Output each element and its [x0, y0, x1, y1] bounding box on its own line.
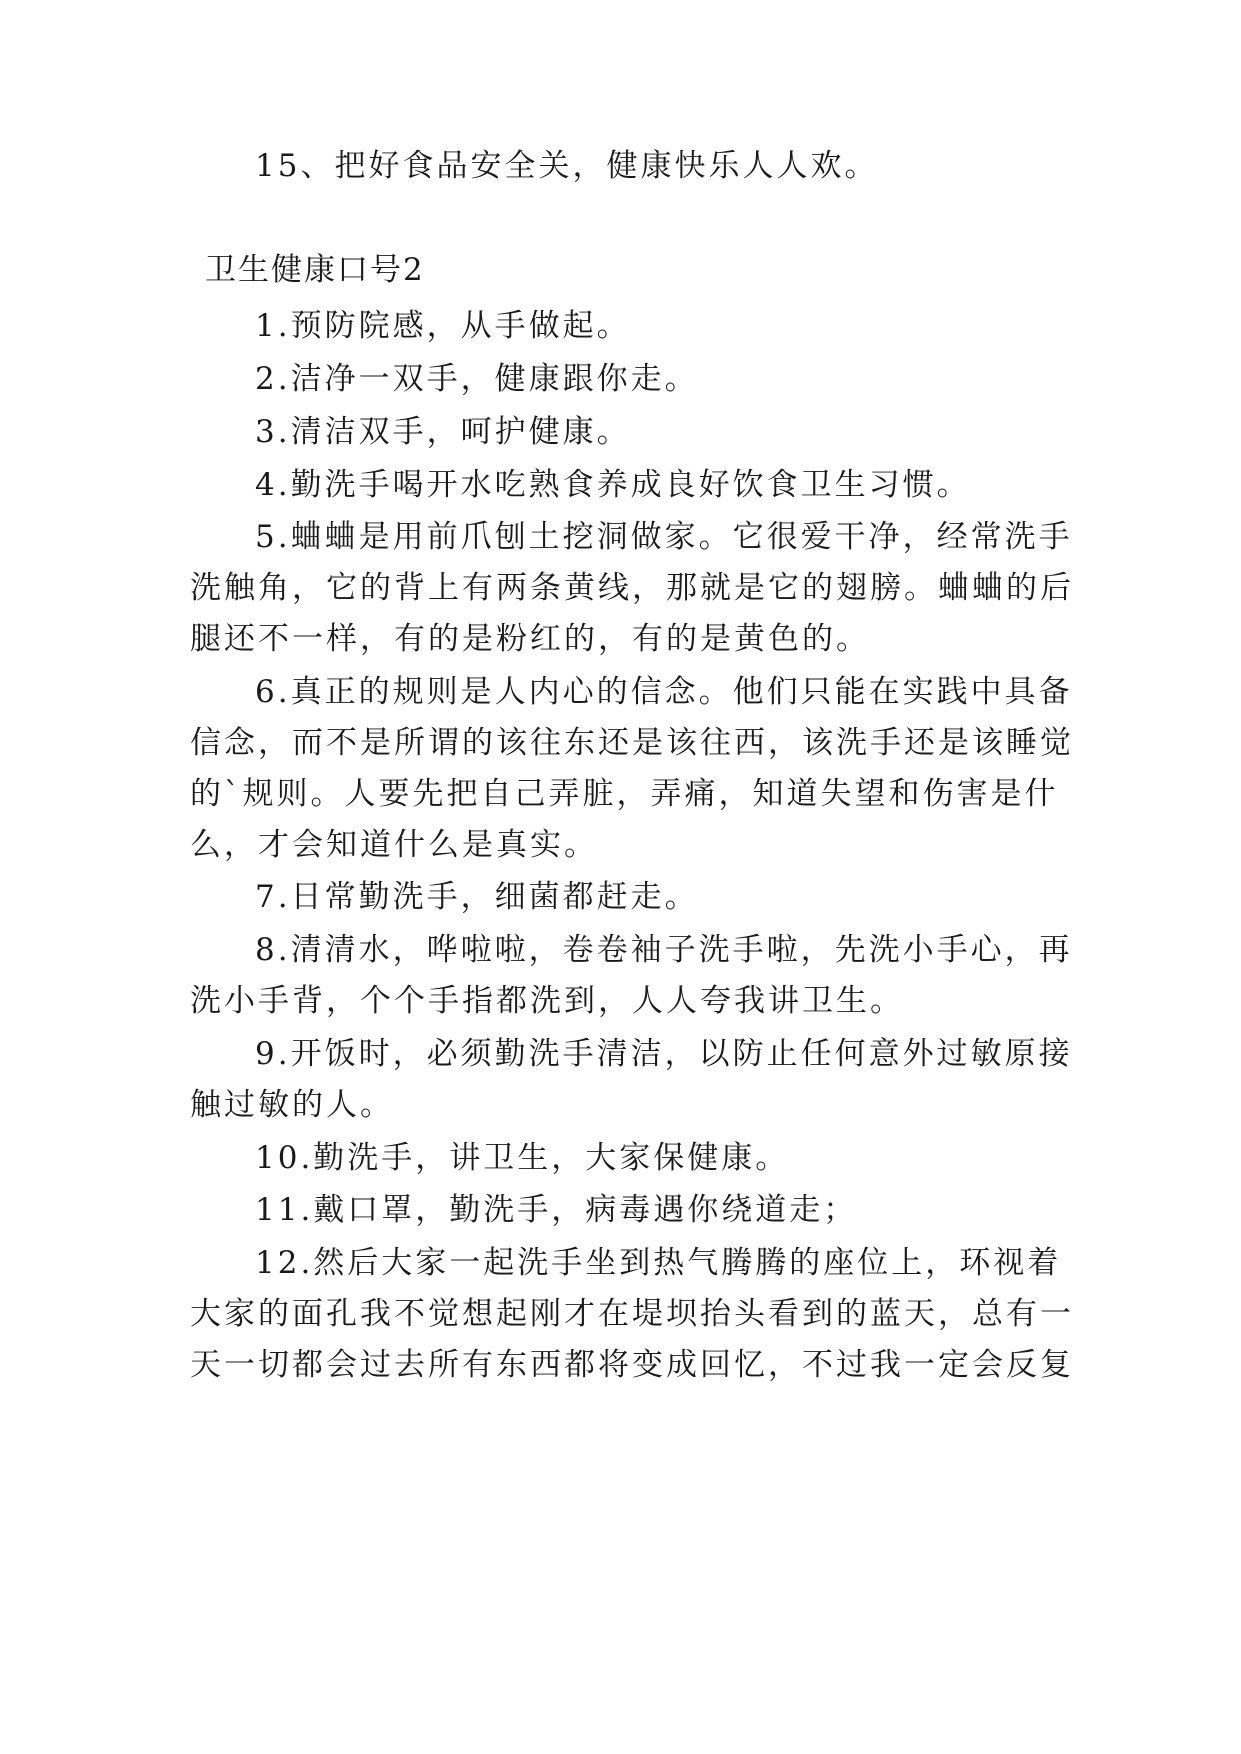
slogan-12-line-3: 天一切都会过去所有东西都将变成回忆，不过我一定会反复 — [190, 1347, 1074, 1383]
slogan-10: 10.勤洗手，讲卫生，大家保健康。 — [255, 1140, 790, 1176]
slogan-6-line-2: 信念，而不是所谓的该往东还是该往西，该洗手还是该睡觉 — [190, 725, 1074, 761]
slogan-9-line-2: 触过敏的人。 — [190, 1087, 394, 1123]
slogan-8-line-1: 8.清清水，哗啦啦，卷卷袖子洗手啦，先洗小手心，再 — [255, 932, 1073, 968]
slogan-7: 7.日常勤洗手，细菌都赶走。 — [255, 879, 699, 915]
slogan-5-line-1: 5.蛐蛐是用前爪刨土挖洞做家。它很爱干净，经常洗手 — [255, 519, 1073, 555]
slogan-6-line-3: 的`规则。人要先把自己弄脏，弄痛，知道失望和伤害是什 — [190, 776, 1059, 812]
slogan-6-line-1: 6.真正的规则是人内心的信念。他们只能在实践中具备 — [255, 674, 1073, 710]
slogan-1: 1.预防院感，从手做起。 — [255, 308, 631, 344]
slogan-6-line-4: 么，才会知道什么是真实。 — [190, 827, 598, 863]
slogan-12-line-1: 12.然后大家一起洗手坐到热气腾腾的座位上，环视着 — [255, 1245, 1062, 1281]
slogan-5-line-2: 洗触角，它的背上有两条黄线，那就是它的翅膀。蛐蛐的后 — [190, 570, 1074, 606]
slogan-2: 2.洁净一双手，健康跟你走。 — [255, 361, 699, 397]
section-title: 卫生健康口号2 — [205, 252, 425, 288]
slogan-5-line-3: 腿还不一样，有的是粉红的，有的是黄色的。 — [190, 621, 870, 657]
slogan-11: 11.戴口罩，勤洗手，病毒遇你绕道走； — [255, 1192, 858, 1228]
slogan-8-line-2: 洗小手背，个个手指都洗到，人人夸我讲卫生。 — [190, 983, 904, 1019]
slogan-4: 4.勤洗手喝开水吃熟食养成良好饮食卫生习惯。 — [255, 467, 971, 503]
slogan-9-line-1: 9.开饭时，必须勤洗手清洁，以防止任何意外过敏原接 — [255, 1036, 1073, 1072]
slogan-12-line-2: 大家的面孔我不觉想起刚才在堤坝抬头看到的蓝天，总有一 — [190, 1296, 1074, 1332]
slogan-15: 15、把好食品安全关，健康快乐人人欢。 — [255, 148, 879, 184]
slogan-3: 3.清洁双手，呵护健康。 — [255, 414, 631, 450]
